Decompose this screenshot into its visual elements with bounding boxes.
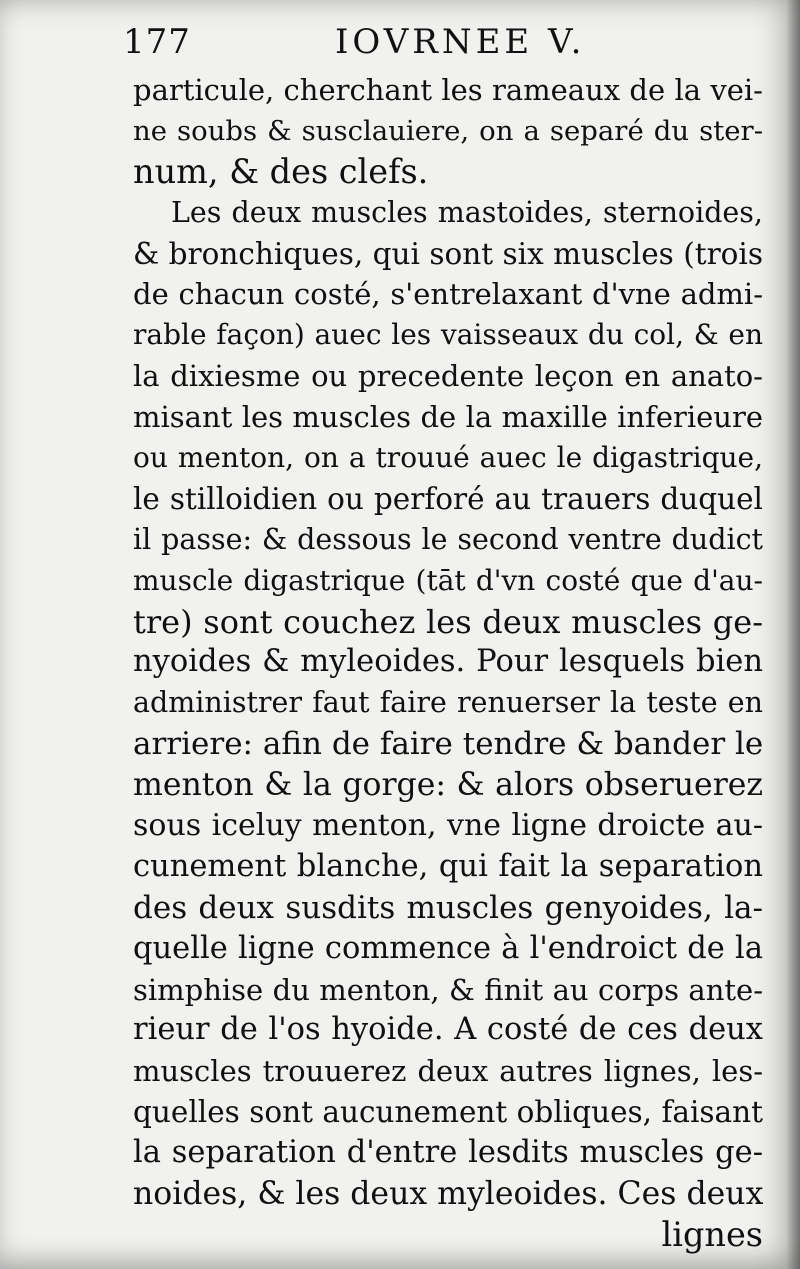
text-line: la separation d'entre lesdits muscles ge- — [133, 1135, 763, 1171]
running-title: IOVRNEE V. — [335, 22, 586, 62]
text-line: ou menton, on a trouué auec le digastrique, — [133, 441, 763, 475]
text-line: cunement blanche, qui fait la separation — [133, 848, 763, 884]
text-line: quelle ligne commence à l'endroict de la — [133, 930, 763, 966]
text-line: noides, & les deux myleoides. Ces deux — [133, 1176, 764, 1213]
text-line: nyoides & myleoides. Pour lesquels bien — [133, 644, 763, 680]
text-line: sous iceluy menton, vne ligne droicte au- — [133, 808, 763, 844]
catchword: lignes — [661, 1214, 763, 1254]
text-line: de chacun costé, s'entrelaxant d'vne admi- — [133, 277, 763, 312]
running-header — [123, 16, 683, 68]
text-line: des deux susdits muscles genyoides, la- — [133, 889, 763, 926]
page-gutter-shadow — [786, 0, 800, 1269]
text-line: muscles trouuerez deux autres lignes, les- — [133, 1054, 763, 1089]
text-line: Les deux muscles mastoides, sternoides, — [171, 195, 763, 229]
text-line: arriere: afin de faire tendre & bander le — [133, 726, 764, 763]
text-line: rable façon) auec les vaisseaux du col, & en — [133, 318, 763, 352]
text-line: ne soubs & susclauiere, on a separé du ster- — [133, 114, 763, 147]
text-line: la dixiesme ou precedente leçon en anato- — [133, 359, 763, 394]
text-line: misant les muscles de la maxille inferieure — [133, 400, 763, 435]
body-text — [133, 70, 763, 1256]
text-line: & bronchiques, qui sont six muscles (trois — [133, 236, 763, 271]
text-line: particule, cherchant les rameaux de la vei- — [133, 73, 763, 107]
text-line: menton & la gorge: & alors obseruerez — [133, 767, 763, 804]
text-line: rieur de l'os hyoide. A costé de ces deux — [133, 1012, 763, 1048]
text-line: num, & des clefs. — [133, 151, 429, 191]
text-line: quelles sont aucunement obliques, faisant — [133, 1095, 763, 1130]
text-line: tre) sont couchez les deux muscles ge- — [133, 602, 763, 641]
page-number: 177 — [123, 22, 191, 62]
text-line: simphise du menton, & finit au corps ante- — [133, 972, 763, 1007]
text-line: le stilloidien ou perforé au trauers duquel — [133, 481, 763, 516]
text-line: muscle digastrique (tāt d'vn costé que d'au- — [133, 563, 763, 597]
text-line: il passe: & dessous le second ventre dudict — [133, 522, 763, 556]
text-line: administrer faut faire renuerser la teste en — [133, 686, 763, 720]
